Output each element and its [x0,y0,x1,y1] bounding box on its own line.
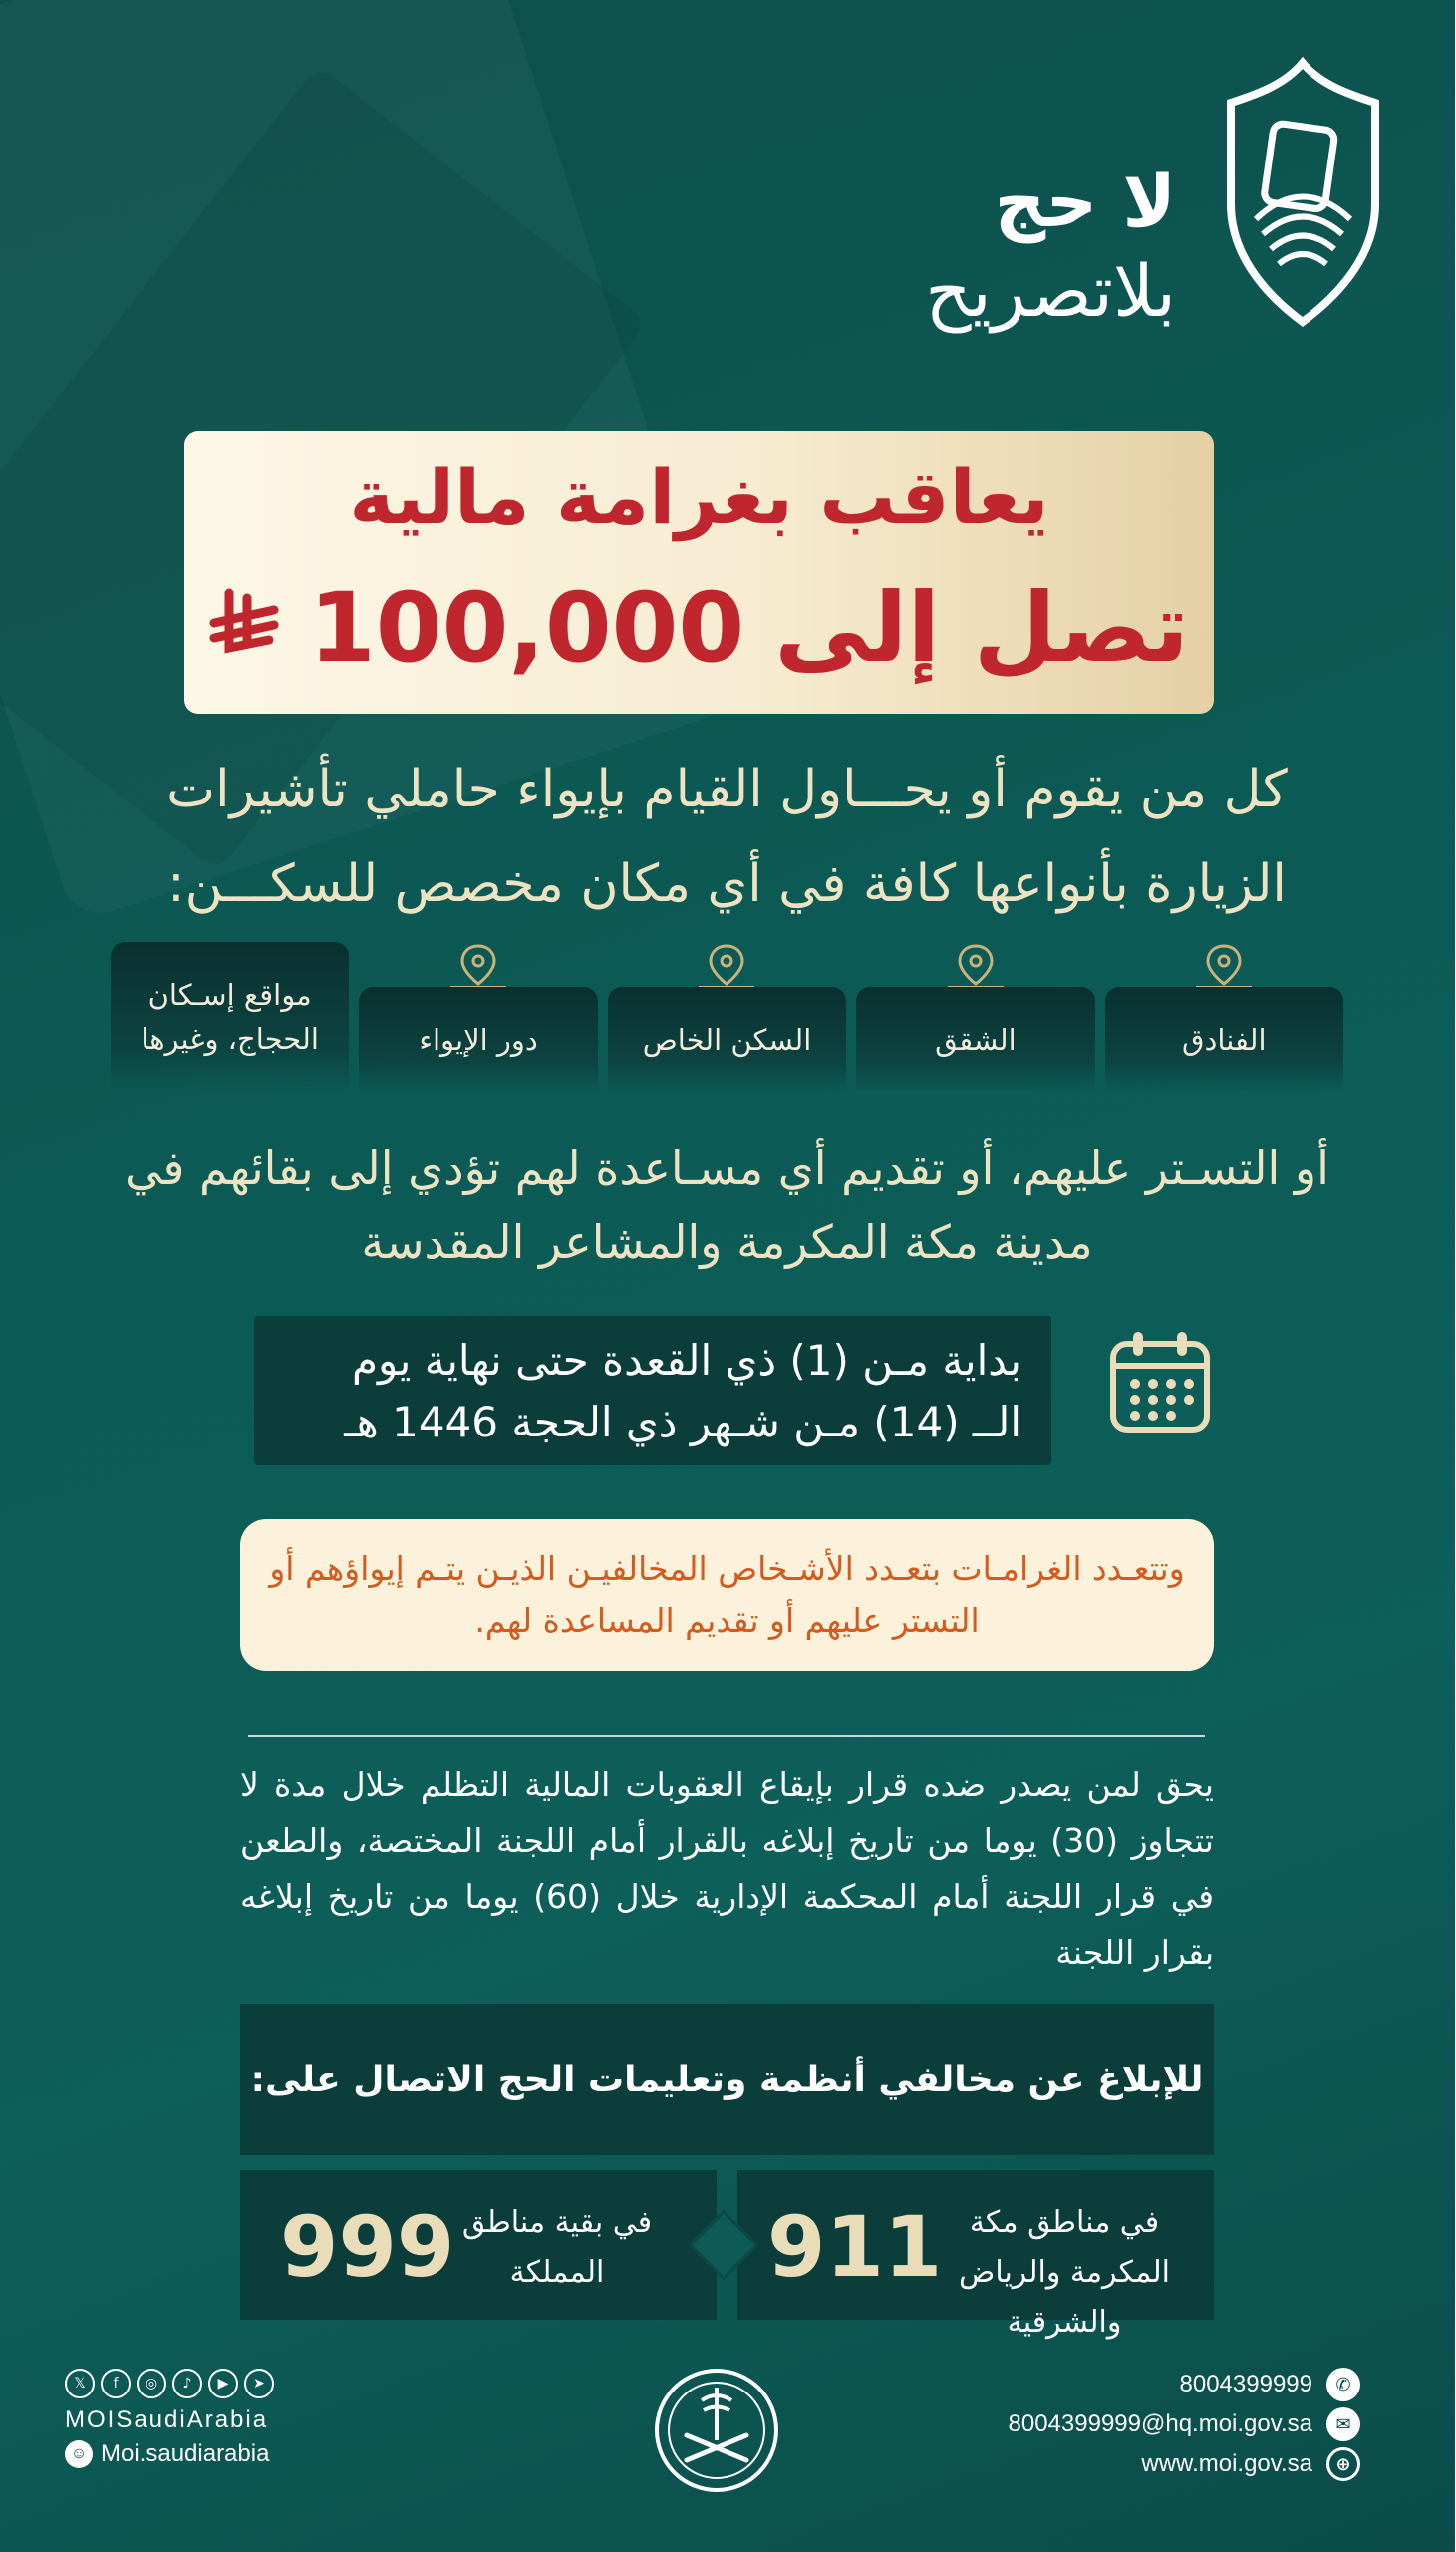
period-box [255,1316,1052,1465]
website-link[interactable]: www.moi.gov.sa [1142,2450,1313,2477]
phone-number: 8004399999 [1180,2371,1313,2397]
fine-amount-line [185,572,1215,684]
email-icon: ✉ [1327,2407,1361,2441]
email-row[interactable] [1010,2407,1361,2441]
place-item [360,942,598,1092]
place-item [1106,942,1344,1092]
divider [249,1735,1206,1737]
hotline-regions: في بقية مناطق المملكة [462,2205,654,2290]
location-pin-icon [1205,942,1245,988]
phone-icon: ✆ [1327,2368,1361,2401]
fine-amount: 100,000 [309,572,746,684]
location-pin-icon [957,942,997,988]
tiktok-icon[interactable]: ♪ [173,2369,203,2398]
youtube-icon[interactable]: ▶ [209,2369,239,2398]
report-heading: للإبلاغ عن مخالفي أنظمة وتعليمات الحج الاتصال على: [241,2004,1215,2155]
place-label: السكن الخاص [609,987,847,1092]
accommodation-types [112,942,1344,1092]
campaign-subtitle: بلاتصريح [926,249,1177,333]
fine-banner [185,431,1215,714]
header [788,55,1386,344]
hotline-999 [241,2170,718,2320]
social-media [66,2369,275,2468]
period-line1: بداية مـن (1) ذي القعدة حتى نهاية يوم [352,1336,1022,1385]
hotline-911 [738,2170,1215,2340]
instagram-icon[interactable]: ◎ [138,2369,167,2398]
place-item [857,942,1095,1092]
facebook-icon[interactable]: f [102,2369,132,2398]
calendar-icon [1106,1326,1216,1436]
place-label: الشقق [857,987,1095,1092]
snapchat-row[interactable] [66,2440,275,2468]
hotline-number: 999 [281,2198,456,2296]
fine-heading: يعاقب بغرامة مالية [350,453,1050,541]
period-line2: الــ (14) مـن شـهر ذي الحجة 1446 هـ [345,1398,1022,1446]
saudi-emblem-logo [653,2366,782,2495]
contact-info [1010,2368,1361,2487]
campaign-title: لا حج [995,160,1177,243]
hotline-number: 911 [768,2198,944,2296]
place-label: الفنادق [1106,987,1344,1092]
place-label: مواقع إسـكان الحجاج، وغيرها [112,942,350,1092]
cover-text: أو التسـتر عليهم، أو تقديم أي مسـاعدة لهم تؤدي إلى بقائهم في مدينة مكة المكرمة والمشاعر المقدسة [126,1141,1330,1269]
snapchat-icon: ☺ [66,2440,94,2468]
location-pin-icon [708,942,747,988]
place-label: دور الإيواء [360,987,598,1092]
multiplied-fines-note: وتتعـدد الغرامـات بتعـدد الأشـخاص المخالفيـن الذيـن يتـم إيواؤهم أو التستر عليهم أو تقديم المساعدة لهم. [241,1519,1215,1671]
place-item [609,942,847,1092]
social-handle[interactable]: MOISaudiArabia [66,2406,270,2433]
social-icons [66,2369,275,2398]
telegram-icon[interactable]: ➤ [245,2369,275,2398]
email-address: 8004399999@hq.moi.gov.sa [1009,2410,1313,2437]
hotline-regions: في مناطق مكة المكرمة والرياض والشرقية [960,2205,1171,2340]
phone-row[interactable] [1010,2368,1361,2401]
snapchat-handle: Moi.saudiarabia [102,2440,271,2467]
place-item [112,942,350,1092]
intro-text: كل من يقوم أو يحـــاول القيام بإيواء حاملي تأشيرات الزيارة بأنواعها كافة في أي مكان مخصص للسكـــن: [167,760,1289,914]
x-twitter-icon[interactable]: 𝕏 [66,2369,96,2398]
location-pin-icon [459,942,499,988]
website-row[interactable] [1010,2447,1361,2481]
riyal-symbol-icon [210,588,280,668]
appeal-text: يحق لمن يصدر ضده قرار بإيقاع العقوبات المالية التظلم خلال مدة لا تتجاوز (30) يوما من تاريخ إبلاغه بالقرار أمام اللجنة المختصة، والطعن في قرار اللجنة أمام المحكمة الإدارية خلال (60) يوما من تاريخ إبلاغه بقرار اللجنة [241,1765,1215,1972]
fine-prefix: تصل إلى [775,572,1191,684]
fingerprint-permit-logo-icon [1222,55,1386,329]
globe-icon: ⊕ [1327,2447,1361,2481]
period-text [345,1330,1022,1453]
